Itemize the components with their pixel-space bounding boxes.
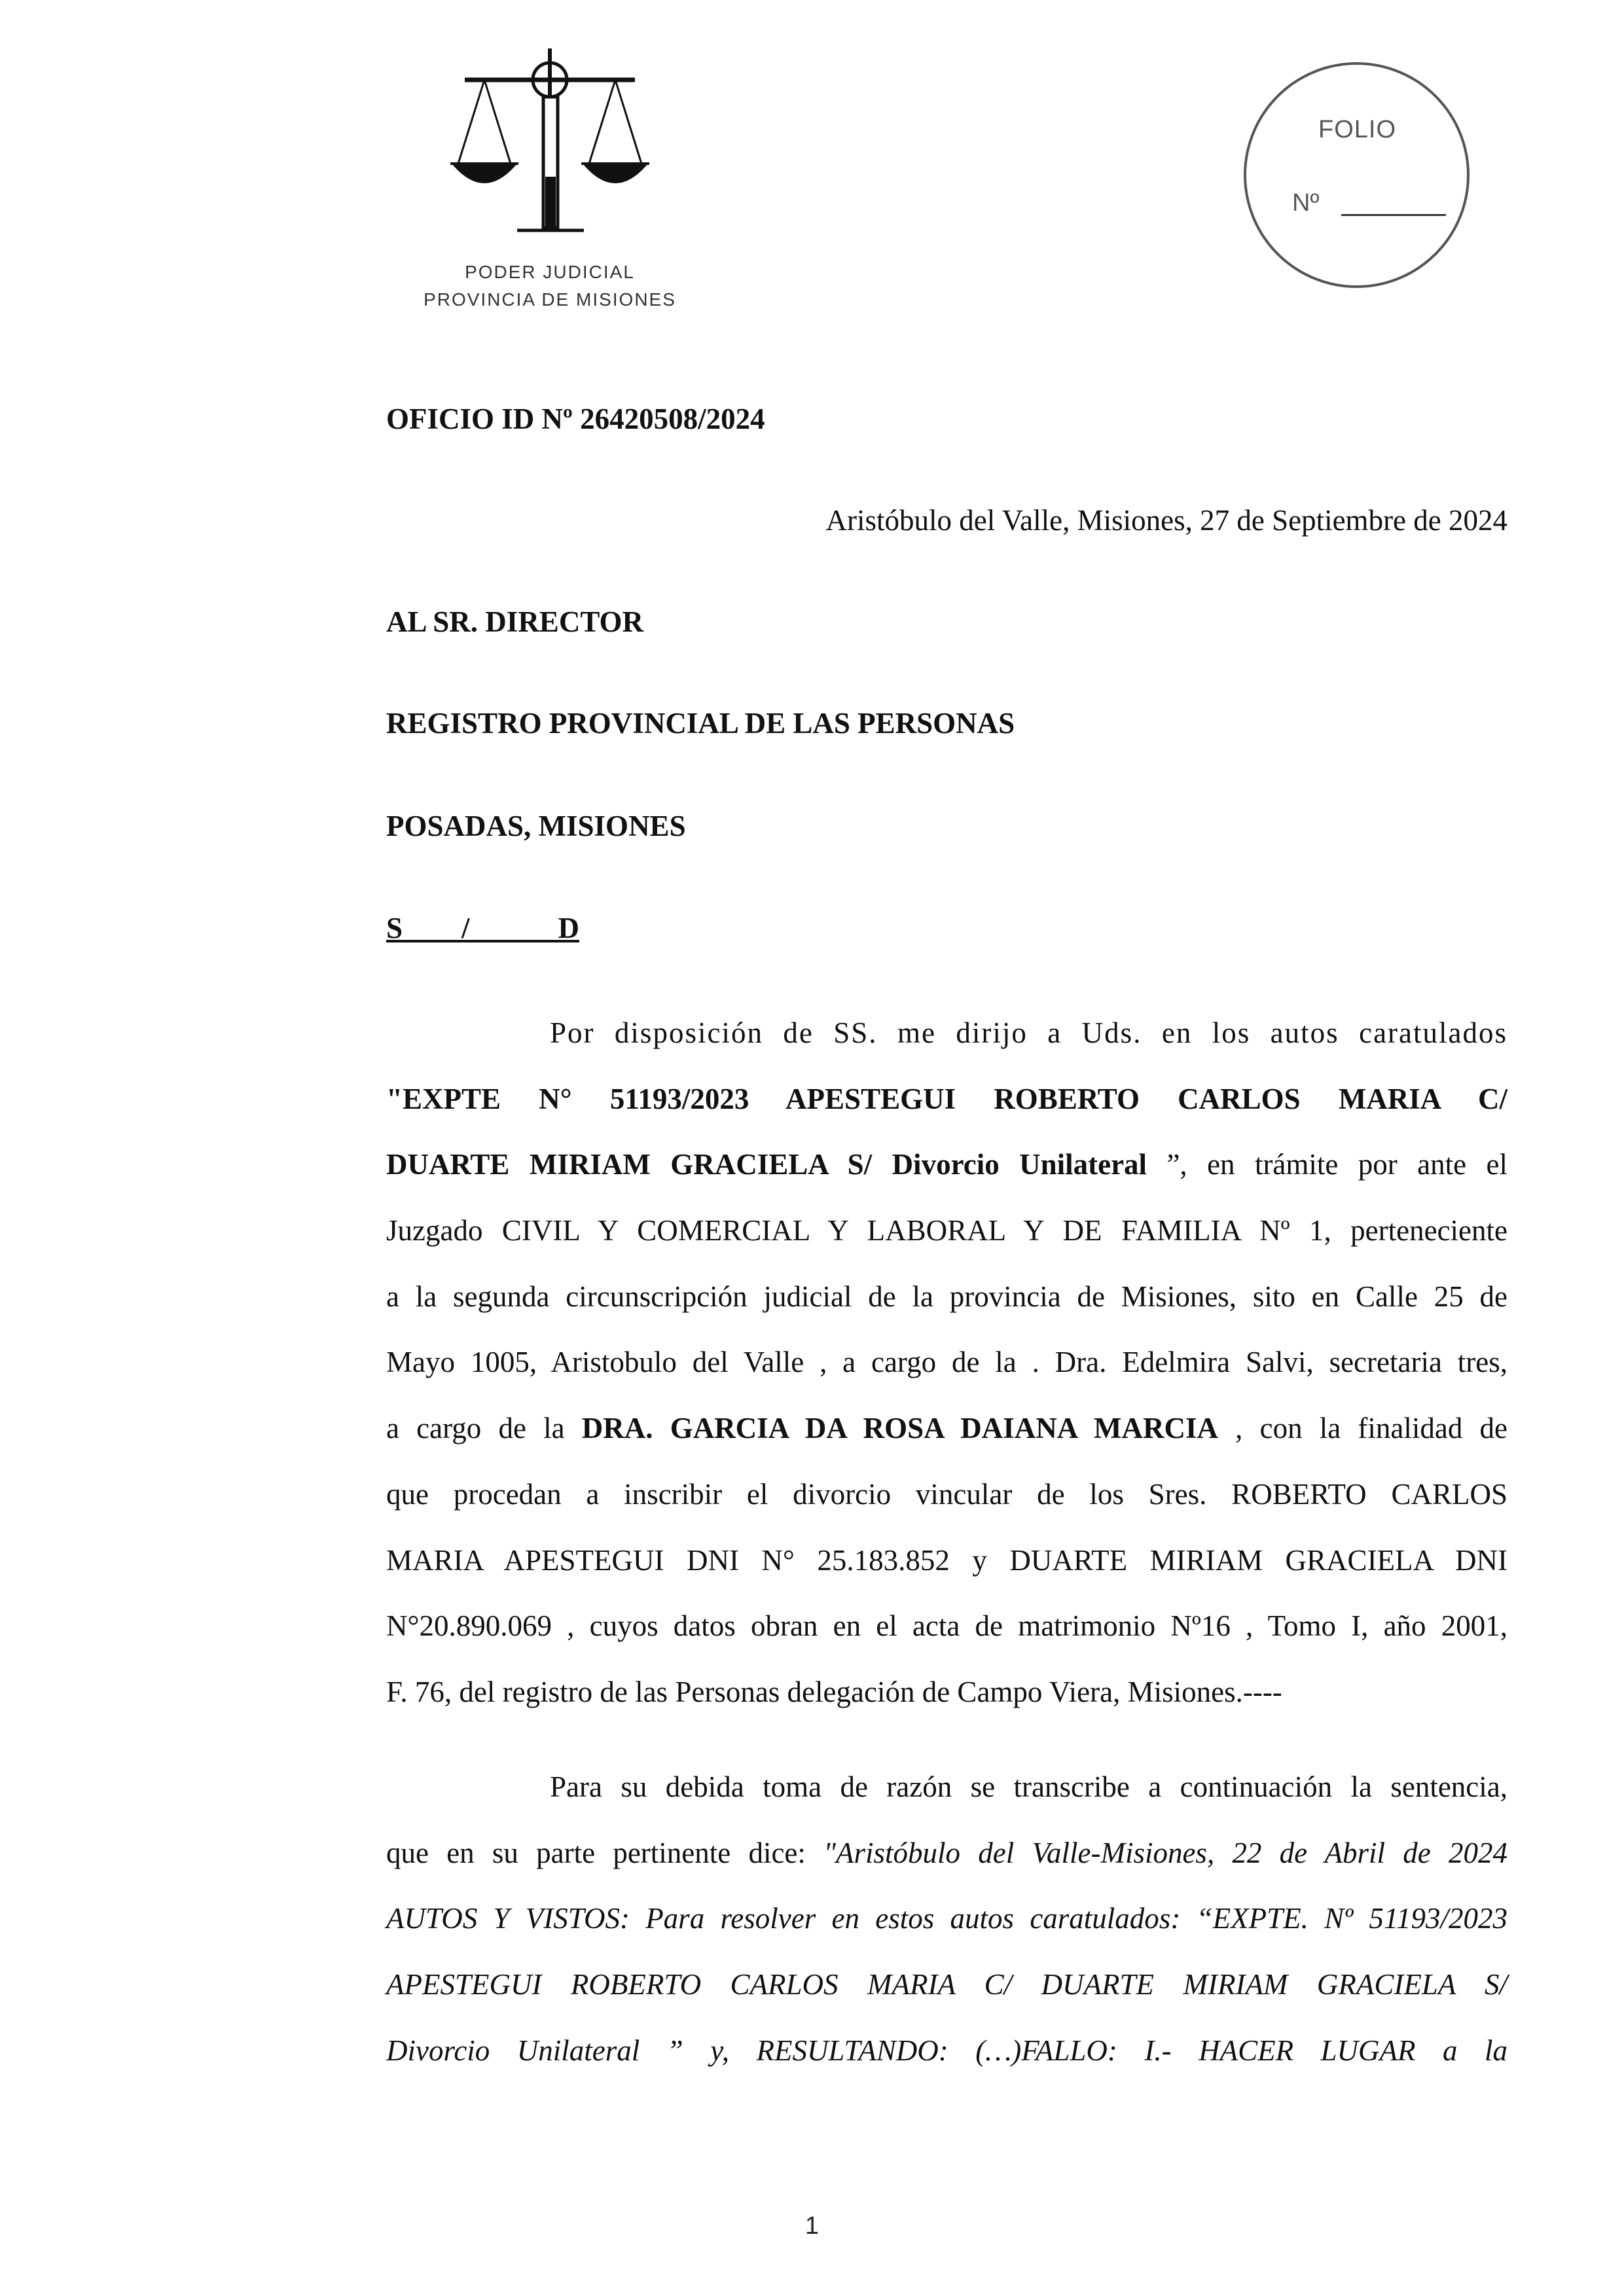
scales-of-justice-icon	[439, 39, 661, 255]
text-segment: a cargo de la	[386, 1412, 582, 1445]
logo-text-poder-judicial: PODER JUDICIAL	[465, 262, 635, 282]
paragraph-1-line: N°20.890.069 , cuyos datos obran en el acta de matrimonio Nº16 , Tomo I, año 2001,	[386, 1609, 1507, 1643]
body-paragraph-1	[386, 1000, 1507, 1725]
folio-number-blank	[1341, 214, 1446, 216]
paragraph-2-line: Para su debida toma de razón se transcribe a continuación la sentencia,	[550, 1770, 1507, 1803]
paragraph-1-line: Juzgado CIVIL Y COMERCIAL Y LABORAL Y DE FAMILIA Nº 1, perteneciente	[386, 1214, 1507, 1247]
poder-judicial-logo	[419, 39, 681, 310]
paragraph-1-line: Mayo 1005, Aristobulo del Valle , a cargo de la . Dra. Edelmira Salvi, secretaria tres,	[386, 1346, 1507, 1379]
folio-number-label: Nº	[1292, 189, 1320, 217]
place-date: Aristóbulo del Valle, Misiones, 27 de Septiembre de 2024	[825, 504, 1507, 537]
quoted-sentence: "Aristóbulo del Valle-Misiones, 22 de Abril de 2024	[823, 1836, 1507, 1869]
paragraph-1-line: a la segunda circunscripción judicial de la provincia de Misiones, sito en Calle 25 de	[386, 1280, 1507, 1313]
paragraph-1-line: Por disposición de SS. me dirijo a Uds. en los autos caratulados	[550, 1016, 1507, 1049]
page-number: 1	[804, 2212, 820, 2240]
paragraph-1-line	[386, 1132, 1507, 1198]
recipient-line-3: POSADAS, MISIONES	[386, 810, 686, 842]
text-segment: , con la finalidad de	[1218, 1412, 1507, 1445]
case-title-bold: DUARTE MIRIAM GRACIELA S/ Divorcio Unilateral	[386, 1148, 1147, 1181]
salutation: S____/______D	[386, 912, 580, 944]
recipient-line-2: REGISTRO PROVINCIAL DE LAS PERSONAS	[386, 707, 1015, 740]
recipient-line-1: AL SR. DIRECTOR	[386, 605, 644, 638]
folio-title: FOLIO	[1318, 116, 1397, 143]
paragraph-2-line: AUTOS Y VISTOS: Para resolver en estos autos caratulados: “EXPTE. Nº 51193/2023	[386, 1902, 1507, 1935]
paragraph-1-line: F. 76, del registro de las Personas delegación de Campo Viera, Misiones.----	[386, 1675, 1282, 1708]
paragraph-2-line: APESTEGUI ROBERTO CARLOS MARIA C/ DUARTE MIRIAM GRACIELA S/	[386, 1968, 1507, 2001]
oficio-id: OFICIO ID Nº 26420508/2024	[386, 403, 765, 435]
paragraph-1-line: "EXPTE N° 51193/2023 APESTEGUI ROBERTO CARLOS MARIA C/	[386, 1082, 1507, 1115]
secretary-name: DRA. GARCIA DA ROSA DAIANA MARCIA	[581, 1412, 1218, 1445]
logo-text-provincia: PROVINCIA DE MISIONES	[424, 289, 676, 310]
body-paragraph-2	[386, 1754, 1507, 2083]
paragraph-1-line: MARIA APESTEGUI DNI N° 25.183.852 y DUARTE MIRIAM GRACIELA DNI	[386, 1543, 1507, 1577]
case-title-rest: ”, en trámite por ante el	[1147, 1148, 1507, 1181]
paragraph-1-line: que procedan a inscribir el divorcio vincular de los Sres. ROBERTO CARLOS	[386, 1477, 1507, 1511]
paragraph-2-line	[386, 1820, 1507, 1886]
paragraph-2-line: Divorcio Unilateral ” y, RESULTANDO: (…)FALLO: I.- HACER LUGAR a la	[386, 2034, 1507, 2067]
paragraph-1-line	[386, 1395, 1507, 1462]
text-segment: que en su parte pertinente dice:	[386, 1836, 824, 1869]
folio-stamp	[1244, 62, 1470, 288]
